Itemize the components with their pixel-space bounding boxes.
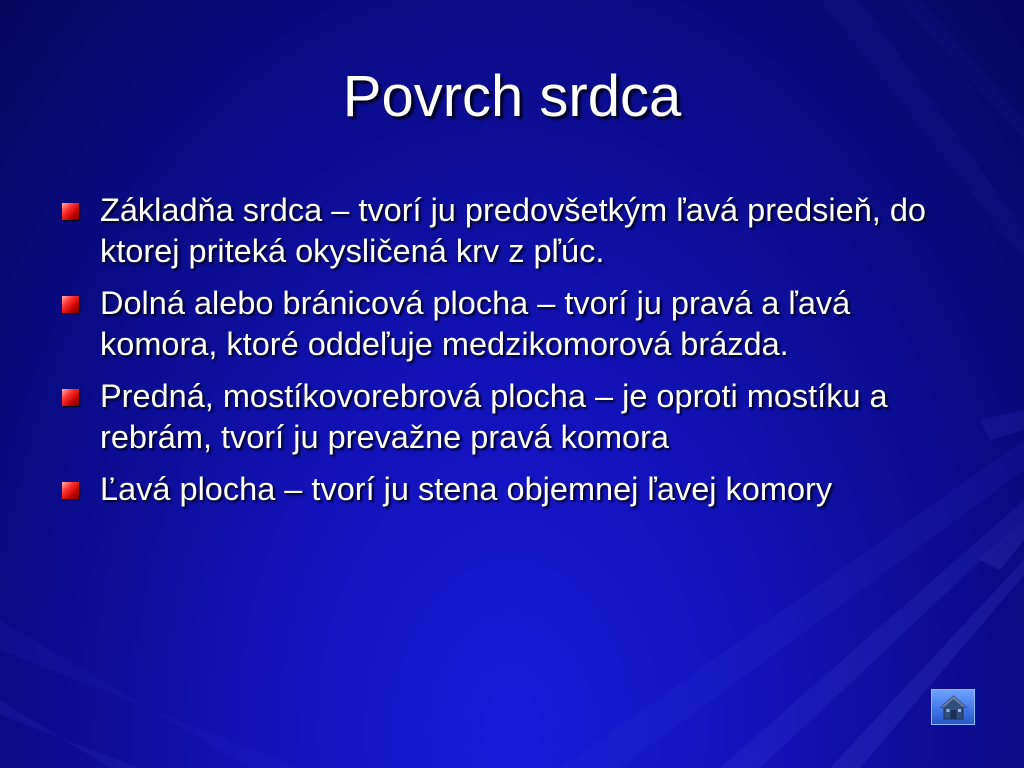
home-button[interactable]: [931, 689, 975, 725]
list-item: [60, 283, 960, 365]
list-item: [60, 376, 960, 458]
slide-title: Povrch srdca: [342, 64, 682, 129]
bullet-text: Ľavá plocha – tvorí ju stena objemnej ľavej komory: [100, 471, 833, 507]
bullet-square-icon: [62, 296, 79, 313]
bullet-square-icon: [62, 389, 79, 406]
bullet-list: [60, 190, 960, 521]
bullet-text: Základňa srdca – tvorí ju predovšetkým ľavá predsieň, do ktorej priteká okysličená krv z pľúc.: [100, 192, 927, 269]
bullet-text: Dolná alebo bránicová plocha – tvorí ju pravá a ľavá komora, ktoré oddeľuje medzikomorová brázda.: [100, 285, 851, 362]
list-item: [60, 190, 960, 272]
home-icon: [940, 694, 967, 720]
bullet-text: Predná, mostíkovorebrová plocha – je oproti mostíku a rebrám, tvorí ju prevažne pravá komora: [100, 378, 888, 455]
list-item: [60, 469, 960, 510]
bullet-square-icon: [62, 203, 79, 220]
bullet-square-icon: [62, 482, 79, 499]
